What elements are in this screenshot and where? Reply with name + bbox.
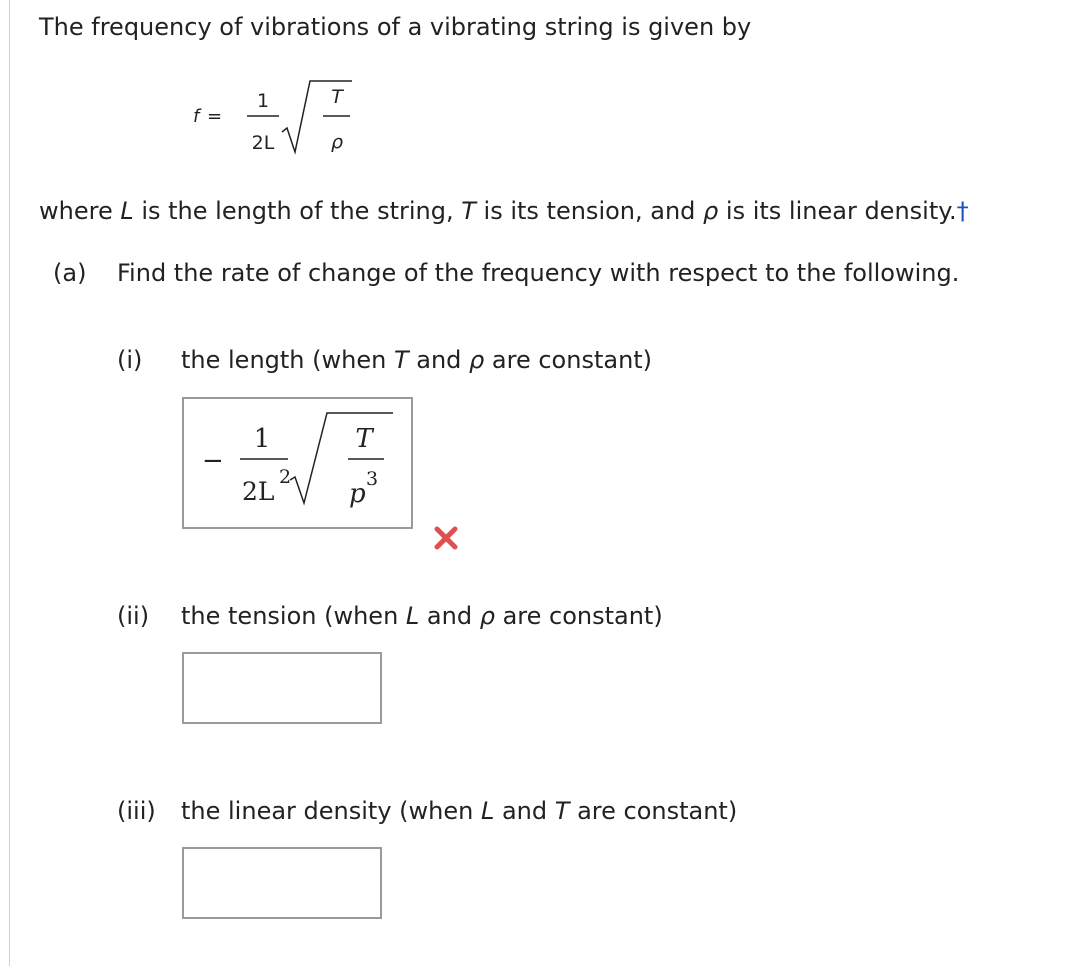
answer-i-denominator-exponent: 2 [279, 466, 292, 488]
sub-ii-label: (ii) [117, 602, 150, 630]
answer-i-numerator: 1 [253, 424, 271, 454]
formula-root-denominator: ρ [330, 131, 344, 153]
part-a-text: Find the rate of change of the frequency with respect to the following. [117, 259, 960, 287]
answer-input-iii[interactable] [182, 847, 382, 919]
part-a-label: (a) [53, 259, 87, 287]
left-border [9, 0, 10, 966]
where-text: where L is the length of the string, T is its tension, and ρ is its linear density.† [39, 197, 969, 225]
answer-i-sign: − [202, 446, 224, 476]
frequency-formula [190, 78, 360, 168]
sub-i-text: the length (when T and ρ are constant) [181, 346, 653, 374]
formula-numerator: 1 [256, 90, 270, 112]
footnote-dagger-link[interactable]: † [956, 197, 969, 225]
formula-lhs: f [193, 106, 200, 127]
answer-input-ii[interactable] [182, 652, 382, 724]
formula-denominator: 2L [251, 132, 275, 154]
sub-i-label: (i) [117, 346, 143, 374]
sub-iii-label: (iii) [117, 797, 156, 825]
formula-root-numerator: T [331, 86, 343, 108]
intro-text: The frequency of vibrations of a vibrating string is given by [39, 13, 752, 41]
incorrect-x-icon [432, 524, 460, 552]
answer-i-root-numerator: T [355, 424, 373, 454]
sub-iii-text: the linear density (when L and T are constant) [181, 797, 738, 825]
formula-equals: = [207, 106, 223, 127]
answer-i-math [184, 399, 411, 527]
answer-input-i[interactable] [182, 397, 413, 529]
answer-i-denominator: 2L [242, 477, 275, 506]
answer-i-root-denominator-exponent: 3 [366, 468, 379, 490]
sub-ii-text: the tension (when L and ρ are constant) [181, 602, 663, 630]
answer-i-root-denominator: p [349, 479, 366, 509]
